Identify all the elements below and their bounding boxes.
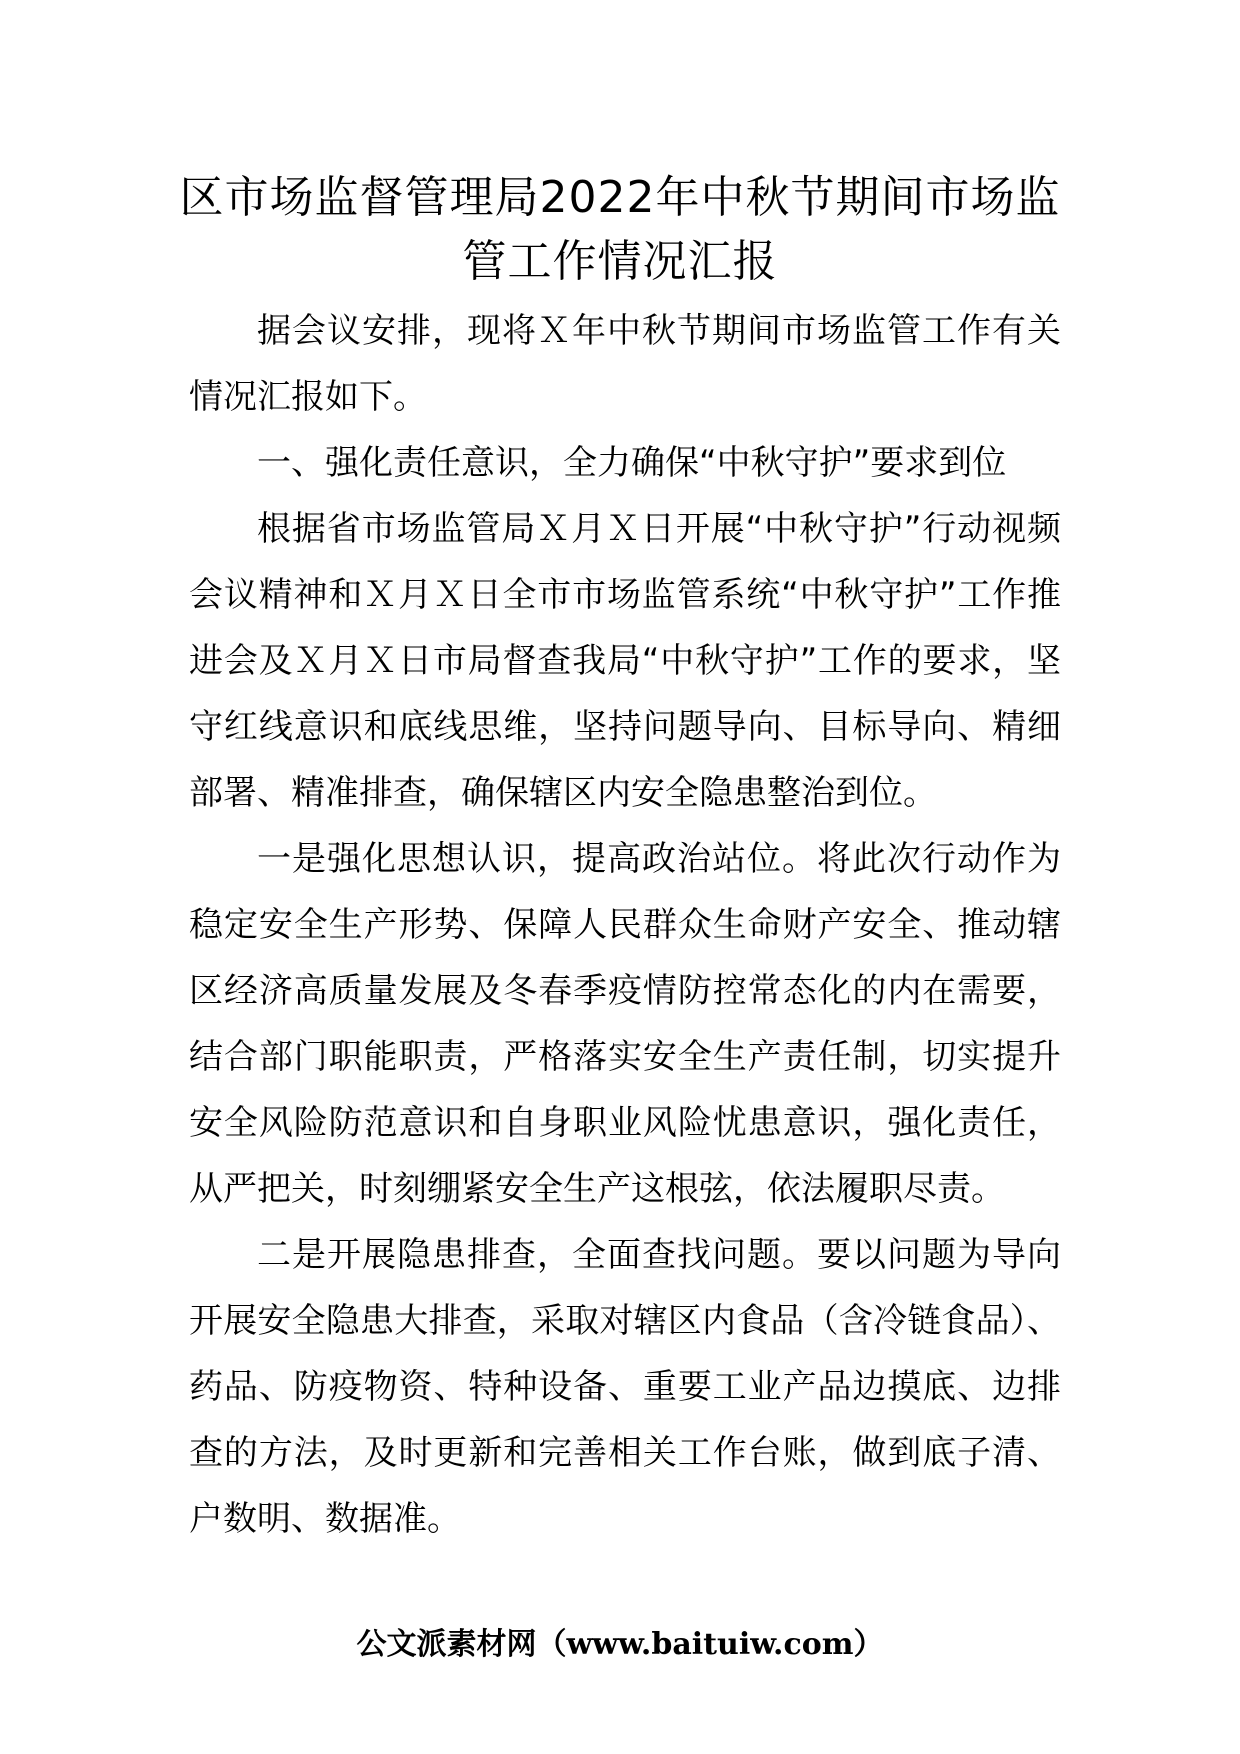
document-title: 区市场监督管理局2022年中秋节期间市场监管工作情况汇报 [179,172,1061,287]
document-body [189,298,1061,1552]
footer-watermark-text: 公文派素材网（www.baituiw.com） [356,1627,884,1662]
section-heading-1: 一、强化责任意识，全力确保“中秋守护”要求到位 [257,443,1007,483]
paragraph-point-1: 一是强化思想认识，提高政治站位。将此次行动作为稳定安全生产形势、保障人民群众生命财产安全、推动辖区经济高质量发展及冬春季疫情防控常态化的内在需要，结合部门职能职责，严格落实安全生产责任制，切实提升安全风险防范意识和自身职业风险忧患意识，强化责任，从严把关，时刻绷紧安全生产这根弦，依法履职尽责。 [189,839,1061,1209]
paragraph-section-1: 根据省市场监管局Ｘ月Ｘ日开展“中秋守护”行动视频会议精神和Ｘ月Ｘ日全市市场监管系统“中秋守护”工作推进会及Ｘ月Ｘ日市局督查我局“中秋守护”工作的要求，坚守红线意识和底线思维，坚持问题导向、目标导向、精细部署、精准排查，确保辖区内安全隐患整治到位。 [189,509,1061,813]
paragraph-point-2: 二是开展隐患排查，全面查找问题。要以问题为导向开展安全隐患大排查，采取对辖区内食品（含冷链食品）、药品、防疫物资、特种设备、重要工业产品边摸底、边排查的方法，及时更新和完善相关工作台账，做到底子清、户数明、数据准。 [189,1235,1061,1539]
paragraph-intro: 据会议安排，现将Ｘ年中秋节期间市场监管工作有关情况汇报如下。 [189,311,1061,417]
